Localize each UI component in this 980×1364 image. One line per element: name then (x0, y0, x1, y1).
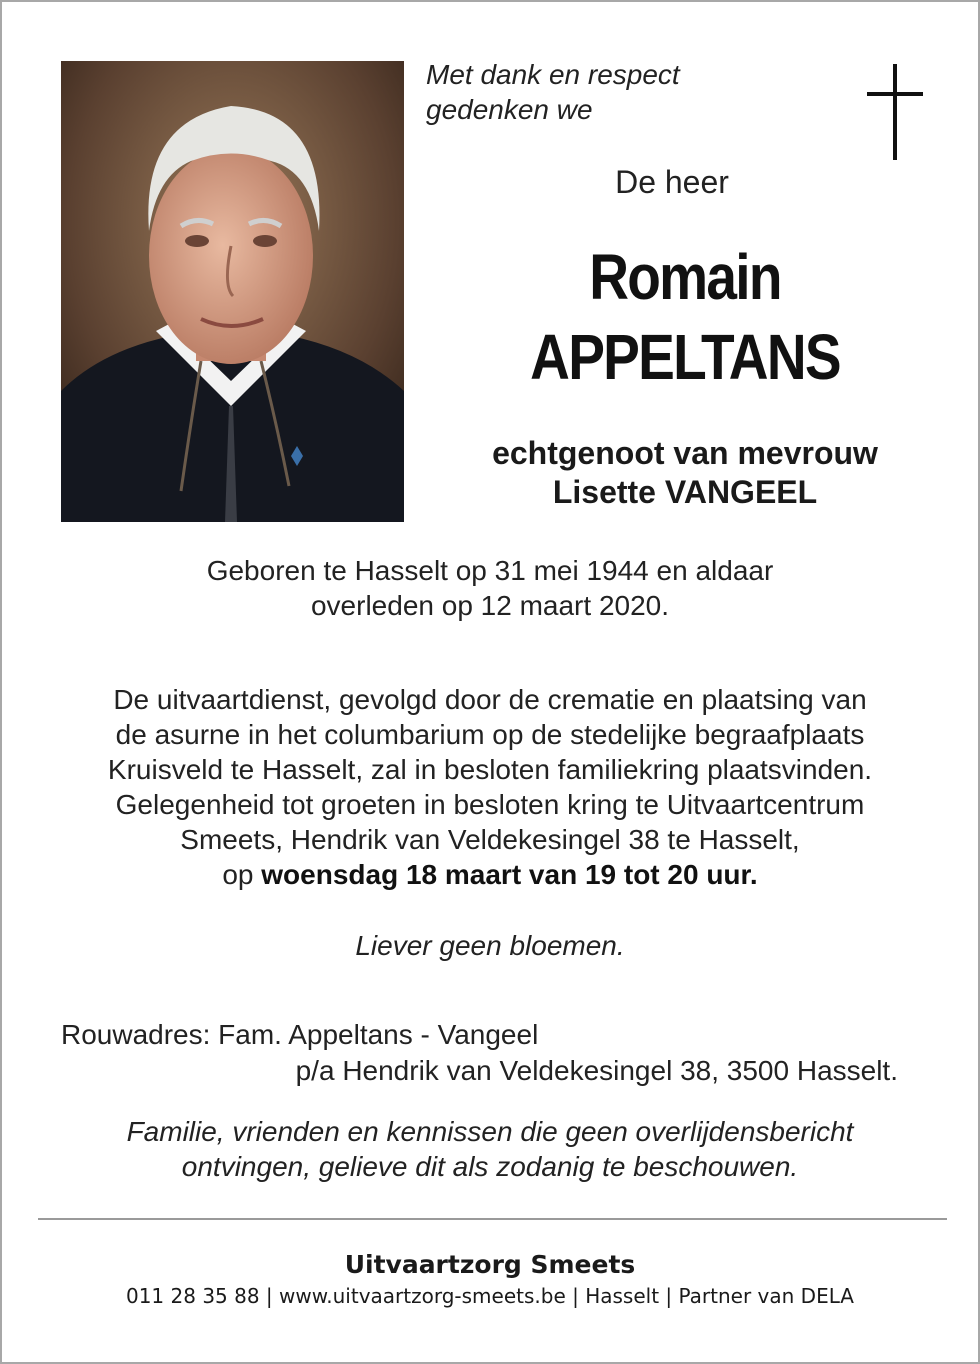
birth-death-text (2, 553, 978, 623)
service-line: De uitvaartdienst, gevolgd door de crematie en plaatsing van (113, 684, 867, 715)
born-line: Geboren te Hasselt op 31 mei 1944 en aldaar (206, 555, 774, 586)
flowers-note: Liever geen bloemen. (355, 930, 625, 961)
mourning-address-street: p/a Hendrik van Veldekesingel 38, 3500 Hasselt. (295, 1055, 898, 1086)
spouse-line: Lisette VANGEEL (552, 474, 818, 510)
service-line: Kruisveld te Hasselt, zal in besloten familiekring plaatsvinden. (107, 754, 873, 785)
service-line: Gelegenheid tot groeten in besloten kring te Uitvaartcentrum (115, 789, 865, 820)
first-name: Romain (589, 241, 781, 313)
service-line: Smeets, Hendrik van Veldekesingel 38 te Hasselt, (180, 824, 800, 855)
intro-line: gedenken we (426, 94, 593, 125)
mourning-address-name: Rouwadres: Fam. Appeltans - Vangeel (61, 1019, 539, 1050)
company-name: Uitvaartzorg Smeets (344, 1250, 636, 1279)
service-line: de asurne in het columbarium op de stedelijke begraafplaats (115, 719, 865, 750)
intro-line: Met dank en respect (426, 59, 680, 90)
cross-icon (867, 64, 923, 160)
notice-text (2, 1114, 978, 1184)
service-time-prefix: op (222, 859, 262, 890)
last-name: APPELTANS (530, 321, 840, 393)
spouse-text (422, 434, 948, 512)
portrait-photo (61, 61, 404, 522)
service-text (2, 682, 978, 892)
honorific: De heer (615, 164, 729, 200)
service-time: woensdag 18 maart van 19 tot 20 uur. (261, 859, 758, 890)
notice-line: ontvingen, gelieve dit als zodanig te beschouwen. (181, 1151, 799, 1182)
notice-line: Familie, vrienden en kennissen die geen overlijdensbericht (126, 1116, 854, 1147)
company-contact: 011 28 35 88 | www.uitvaartzorg-smeets.be | Hasselt | Partner van DELA (125, 1284, 854, 1308)
divider (38, 1218, 947, 1220)
born-line: overleden op 12 maart 2020. (310, 590, 670, 621)
spouse-line: echtgenoot van mevrouw (492, 435, 878, 471)
portrait-illustration (61, 61, 404, 522)
intro-text (426, 57, 680, 127)
service-line-time (2, 857, 978, 892)
